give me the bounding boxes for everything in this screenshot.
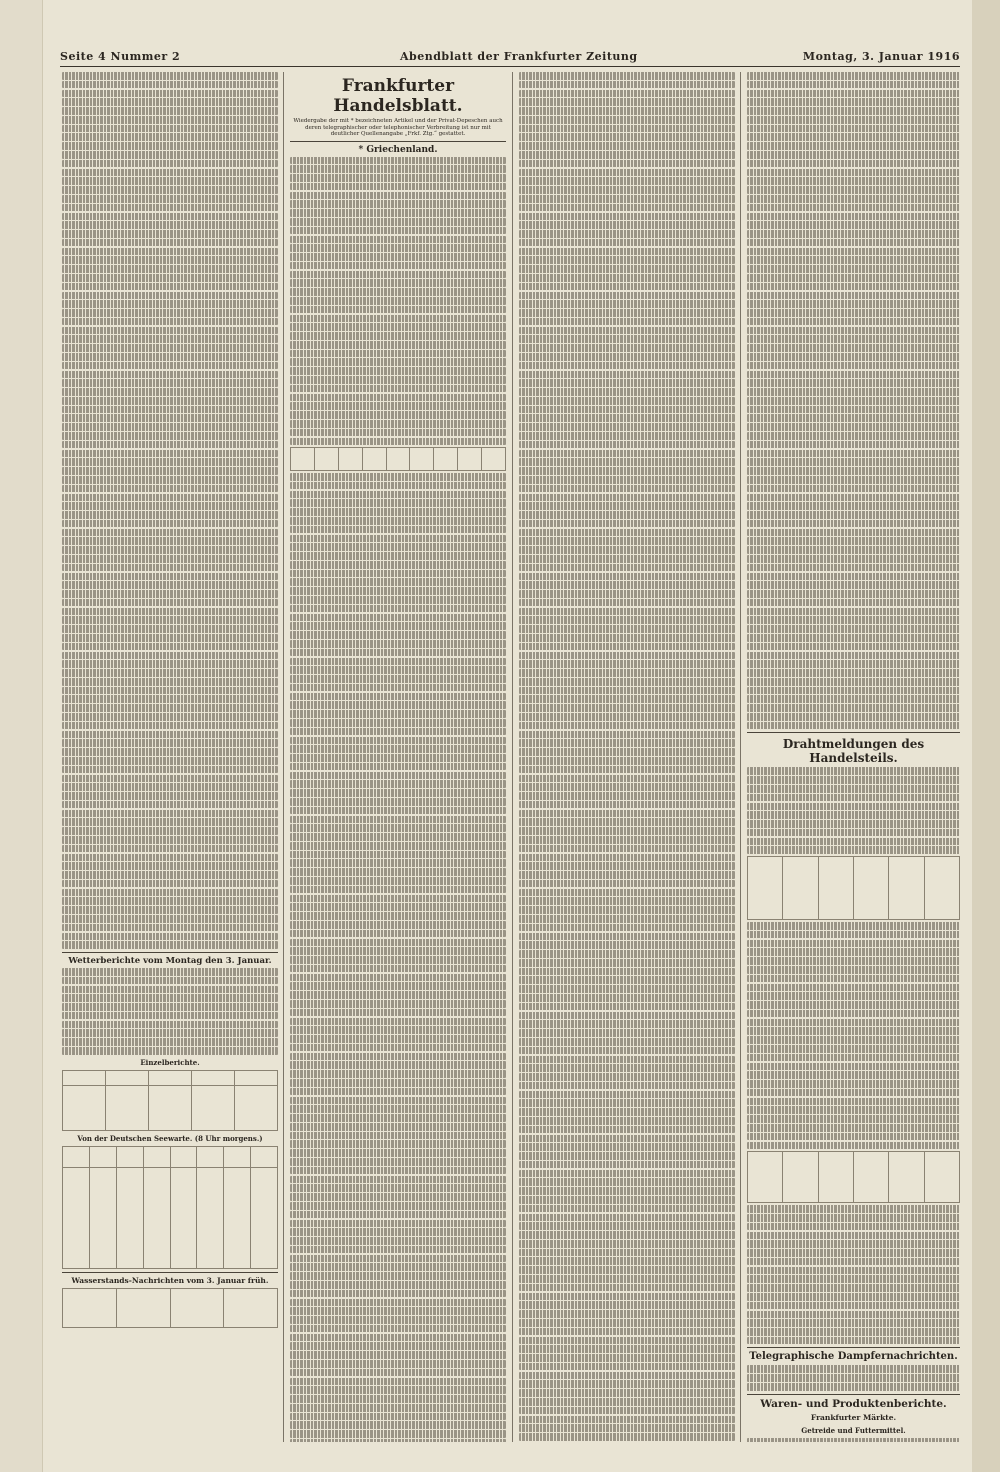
article-text	[290, 473, 506, 1442]
article-text	[62, 72, 278, 949]
grain-heading: Getreide und Futtermittel.	[801, 1425, 906, 1435]
exchange-table	[747, 856, 960, 920]
column-3	[519, 72, 735, 1442]
page-binding-margin	[0, 0, 43, 1472]
masthead-rule	[60, 66, 960, 67]
seewarte-heading: Von der Deutschen Seewarte. (8 Uhr morgens.)	[77, 1133, 263, 1143]
issue-date: Montag, 3. Januar 1916	[802, 50, 960, 63]
wire-news-text	[747, 922, 960, 1149]
seewarte-table	[62, 1146, 278, 1269]
column-divider	[740, 72, 741, 1442]
wire-news-text	[747, 767, 960, 854]
markets-heading: Frankfurter Märkte.	[810, 1412, 897, 1422]
column-divider	[512, 72, 513, 1442]
column-2	[290, 72, 506, 1442]
wire-news-text	[747, 1205, 960, 1344]
produce-table	[747, 1151, 960, 1203]
commodity-heading: Waren- und Produktenberichte.	[760, 1397, 947, 1410]
weather-heading: Wetterberichte vom Montag den 3. Januar.	[68, 955, 272, 966]
water-level-heading: Wasserstands-Nachrichten vom 3. Januar früh.	[71, 1275, 269, 1285]
article-text	[747, 72, 960, 729]
column-1	[62, 72, 278, 1442]
masthead	[60, 48, 960, 66]
trade-table	[290, 447, 506, 471]
article-text	[290, 157, 506, 446]
section-title: Frankfurter Handelsblatt.	[333, 76, 463, 116]
page-edge	[972, 0, 1000, 1472]
reprint-notice: Wiedergabe der mit * bezeichneten Artikel und der Privat-Depeschen auch deren telegraphischer oder telephonischer Verbreitung ist nur mit deutlicher Quellenangabe „Frkf. Ztg.“ gestattet.	[293, 118, 503, 137]
steamer-text	[747, 1365, 960, 1390]
weather-text	[62, 968, 278, 1055]
market-text	[747, 1438, 960, 1442]
article-text	[519, 72, 735, 1442]
single-reports-heading: Einzelberichte.	[140, 1057, 200, 1067]
column-divider	[283, 72, 284, 1442]
steamer-heading: Telegraphische Dampfernachrichten.	[749, 1351, 958, 1363]
wire-news-heading: Drahtmeldungen des Handelsteils.	[782, 737, 925, 766]
weather-table	[62, 1070, 278, 1131]
column-4	[747, 72, 960, 1442]
page-number: Seite 4 Nummer 2	[60, 50, 181, 63]
water-level-table	[62, 1288, 278, 1328]
newspaper-title: Abendblatt der Frankfurter Zeitung	[400, 50, 638, 63]
article-heading: * Griechenland.	[358, 144, 438, 155]
